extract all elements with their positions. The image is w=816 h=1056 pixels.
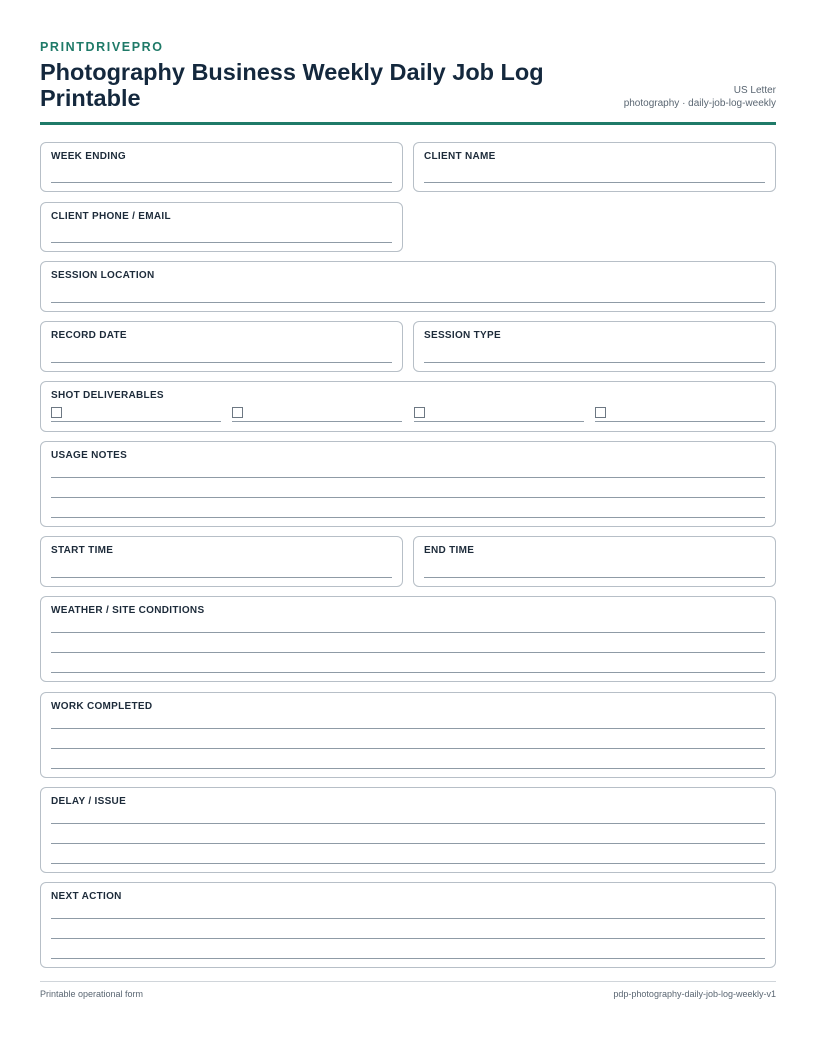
record-date-field[interactable] — [40, 321, 403, 372]
deliverable-line-2[interactable] — [232, 421, 402, 422]
record-date-label: RECORD DATE — [51, 330, 127, 341]
write-line — [51, 958, 765, 959]
work-completed-field[interactable] — [40, 692, 776, 778]
session-type-label: SESSION TYPE — [424, 330, 501, 341]
write-line — [51, 918, 765, 919]
brand-logo: PRINTDRIVEPRO — [40, 40, 164, 54]
next-action-label: NEXT ACTION — [51, 891, 122, 902]
deliverable-checkbox-3[interactable] — [414, 407, 425, 418]
end-time-label: END TIME — [424, 545, 475, 556]
week-ending-label: WEEK ENDING — [51, 151, 126, 162]
write-line — [51, 302, 765, 303]
write-line — [51, 517, 765, 518]
start-time-field[interactable] — [40, 536, 403, 587]
week-ending-field[interactable] — [40, 142, 403, 192]
usage-notes-field[interactable] — [40, 441, 776, 527]
client-phone-email-label: CLIENT PHONE / EMAIL — [51, 211, 171, 222]
write-line — [51, 362, 392, 363]
client-phone-email-field[interactable] — [40, 202, 403, 252]
delay-issue-label: DELAY / ISSUE — [51, 796, 127, 807]
write-line — [51, 748, 765, 749]
document-meta — [624, 84, 776, 110]
client-name-field[interactable] — [413, 142, 776, 192]
write-line — [51, 768, 765, 769]
write-line — [51, 728, 765, 729]
usage-notes-label: USAGE NOTES — [51, 450, 128, 461]
write-line — [51, 823, 765, 824]
form-page — [40, 0, 776, 1056]
client-name-label: CLIENT NAME — [424, 151, 496, 162]
deliverable-checkbox-4[interactable] — [595, 407, 606, 418]
work-completed-label: WORK COMPLETED — [51, 701, 153, 712]
start-time-label: START TIME — [51, 545, 114, 556]
write-line — [51, 672, 765, 673]
write-line — [51, 497, 765, 498]
delay-issue-field[interactable] — [40, 787, 776, 873]
shot-deliverables-label: SHOT DELIVERABLES — [51, 390, 164, 401]
deliverable-line-1[interactable] — [51, 421, 221, 422]
write-line — [51, 577, 392, 578]
session-location-label: SESSION LOCATION — [51, 270, 155, 281]
write-line — [51, 843, 765, 844]
footer-divider — [40, 981, 776, 982]
write-line — [51, 652, 765, 653]
tags-label: photography · daily-job-log-weekly — [623, 98, 776, 109]
write-line — [51, 182, 392, 183]
deliverable-line-4[interactable] — [595, 421, 765, 422]
session-location-field[interactable] — [40, 261, 776, 312]
deliverable-checkbox-1[interactable] — [51, 407, 62, 418]
weather-site-conditions-label: WEATHER / SITE CONDITIONS — [51, 605, 205, 616]
write-line — [424, 577, 765, 578]
session-type-field[interactable] — [413, 321, 776, 372]
header-divider — [40, 122, 776, 125]
write-line — [51, 477, 765, 478]
deliverable-line-3[interactable] — [414, 421, 584, 422]
shot-deliverables-field — [40, 381, 776, 432]
weather-site-conditions-field[interactable] — [40, 596, 776, 682]
write-line — [51, 863, 765, 864]
end-time-field[interactable] — [413, 536, 776, 587]
paper-size-label: US Letter — [733, 85, 776, 96]
write-line — [51, 938, 765, 939]
write-line — [424, 182, 765, 183]
next-action-field[interactable] — [40, 882, 776, 968]
deliverable-checkbox-2[interactable] — [232, 407, 243, 418]
footer-left-text: Printable operational form — [40, 989, 144, 999]
footer-form-id: pdp-photography-daily-job-log-weekly-v1 — [613, 989, 776, 999]
write-line — [424, 362, 765, 363]
write-line — [51, 632, 765, 633]
page-title: Photography Business Weekly Daily Job Log Printable — [40, 59, 544, 111]
write-line — [51, 242, 392, 243]
